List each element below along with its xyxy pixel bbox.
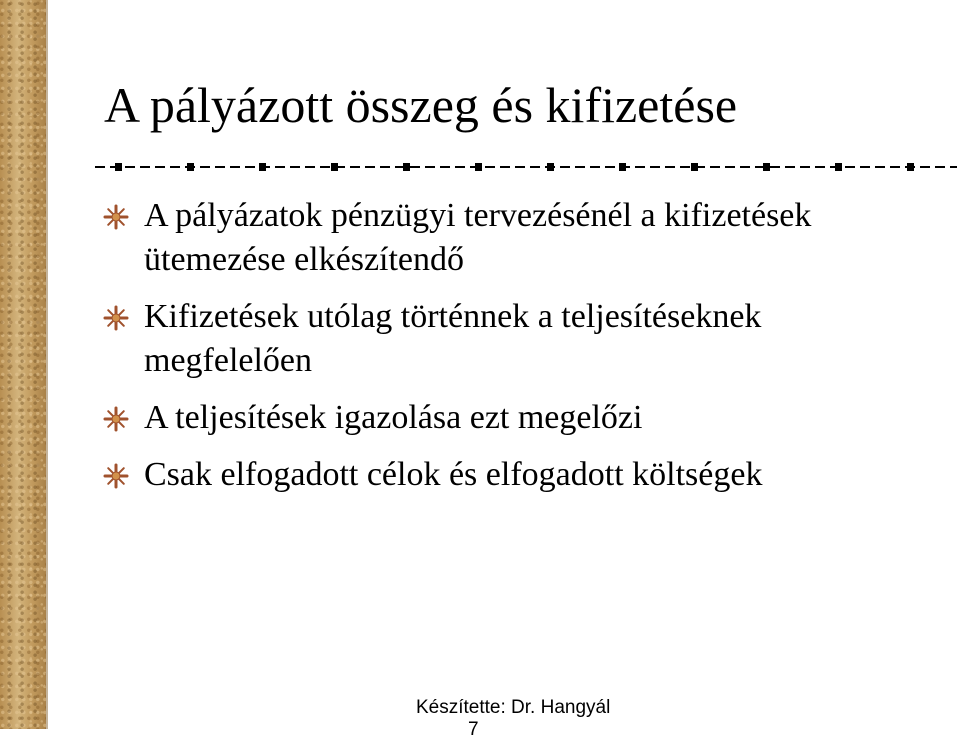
divider-mark — [691, 163, 698, 171]
divider-mark — [907, 163, 914, 171]
sunburst-bullet-icon — [104, 205, 128, 229]
bullet-list — [104, 194, 924, 510]
divider-mark — [115, 163, 122, 171]
footer-author: Készítette: Dr. Hangyál — [416, 697, 611, 718]
title-divider — [95, 160, 957, 174]
sunburst-bullet-icon — [104, 306, 128, 330]
bullet-text: A pályázatok pénzügyi tervezésénél a kifizetések ütemezése elkészítendő — [144, 197, 812, 278]
bullet-text: Kifizetések utólag történnek a teljesítéseknek megfelelően — [144, 298, 762, 379]
sunburst-bullet-icon — [104, 407, 128, 431]
bullet-item — [104, 194, 924, 282]
divider-mark — [619, 163, 626, 171]
bullet-item — [104, 396, 924, 440]
divider-mark — [403, 163, 410, 171]
divider-mark — [547, 163, 554, 171]
page-number: 7 — [468, 719, 479, 740]
divider-mark — [259, 163, 266, 171]
bullet-item — [104, 295, 924, 383]
divider-mark — [835, 163, 842, 171]
textured-side-strip — [0, 0, 46, 729]
sunburst-bullet-icon — [104, 464, 128, 488]
side-strip-edge — [46, 0, 48, 729]
bullet-text: A teljesítések igazolása ezt megelőzi — [144, 399, 643, 436]
slide-title: A pályázott összeg és kifizetése — [104, 77, 738, 133]
divider-mark — [763, 163, 770, 171]
divider-mark — [475, 163, 482, 171]
divider-mark — [187, 163, 194, 171]
bullet-item — [104, 453, 924, 497]
divider-mark — [331, 163, 338, 171]
bullet-text: Csak elfogadott célok és elfogadott költségek — [144, 456, 763, 493]
